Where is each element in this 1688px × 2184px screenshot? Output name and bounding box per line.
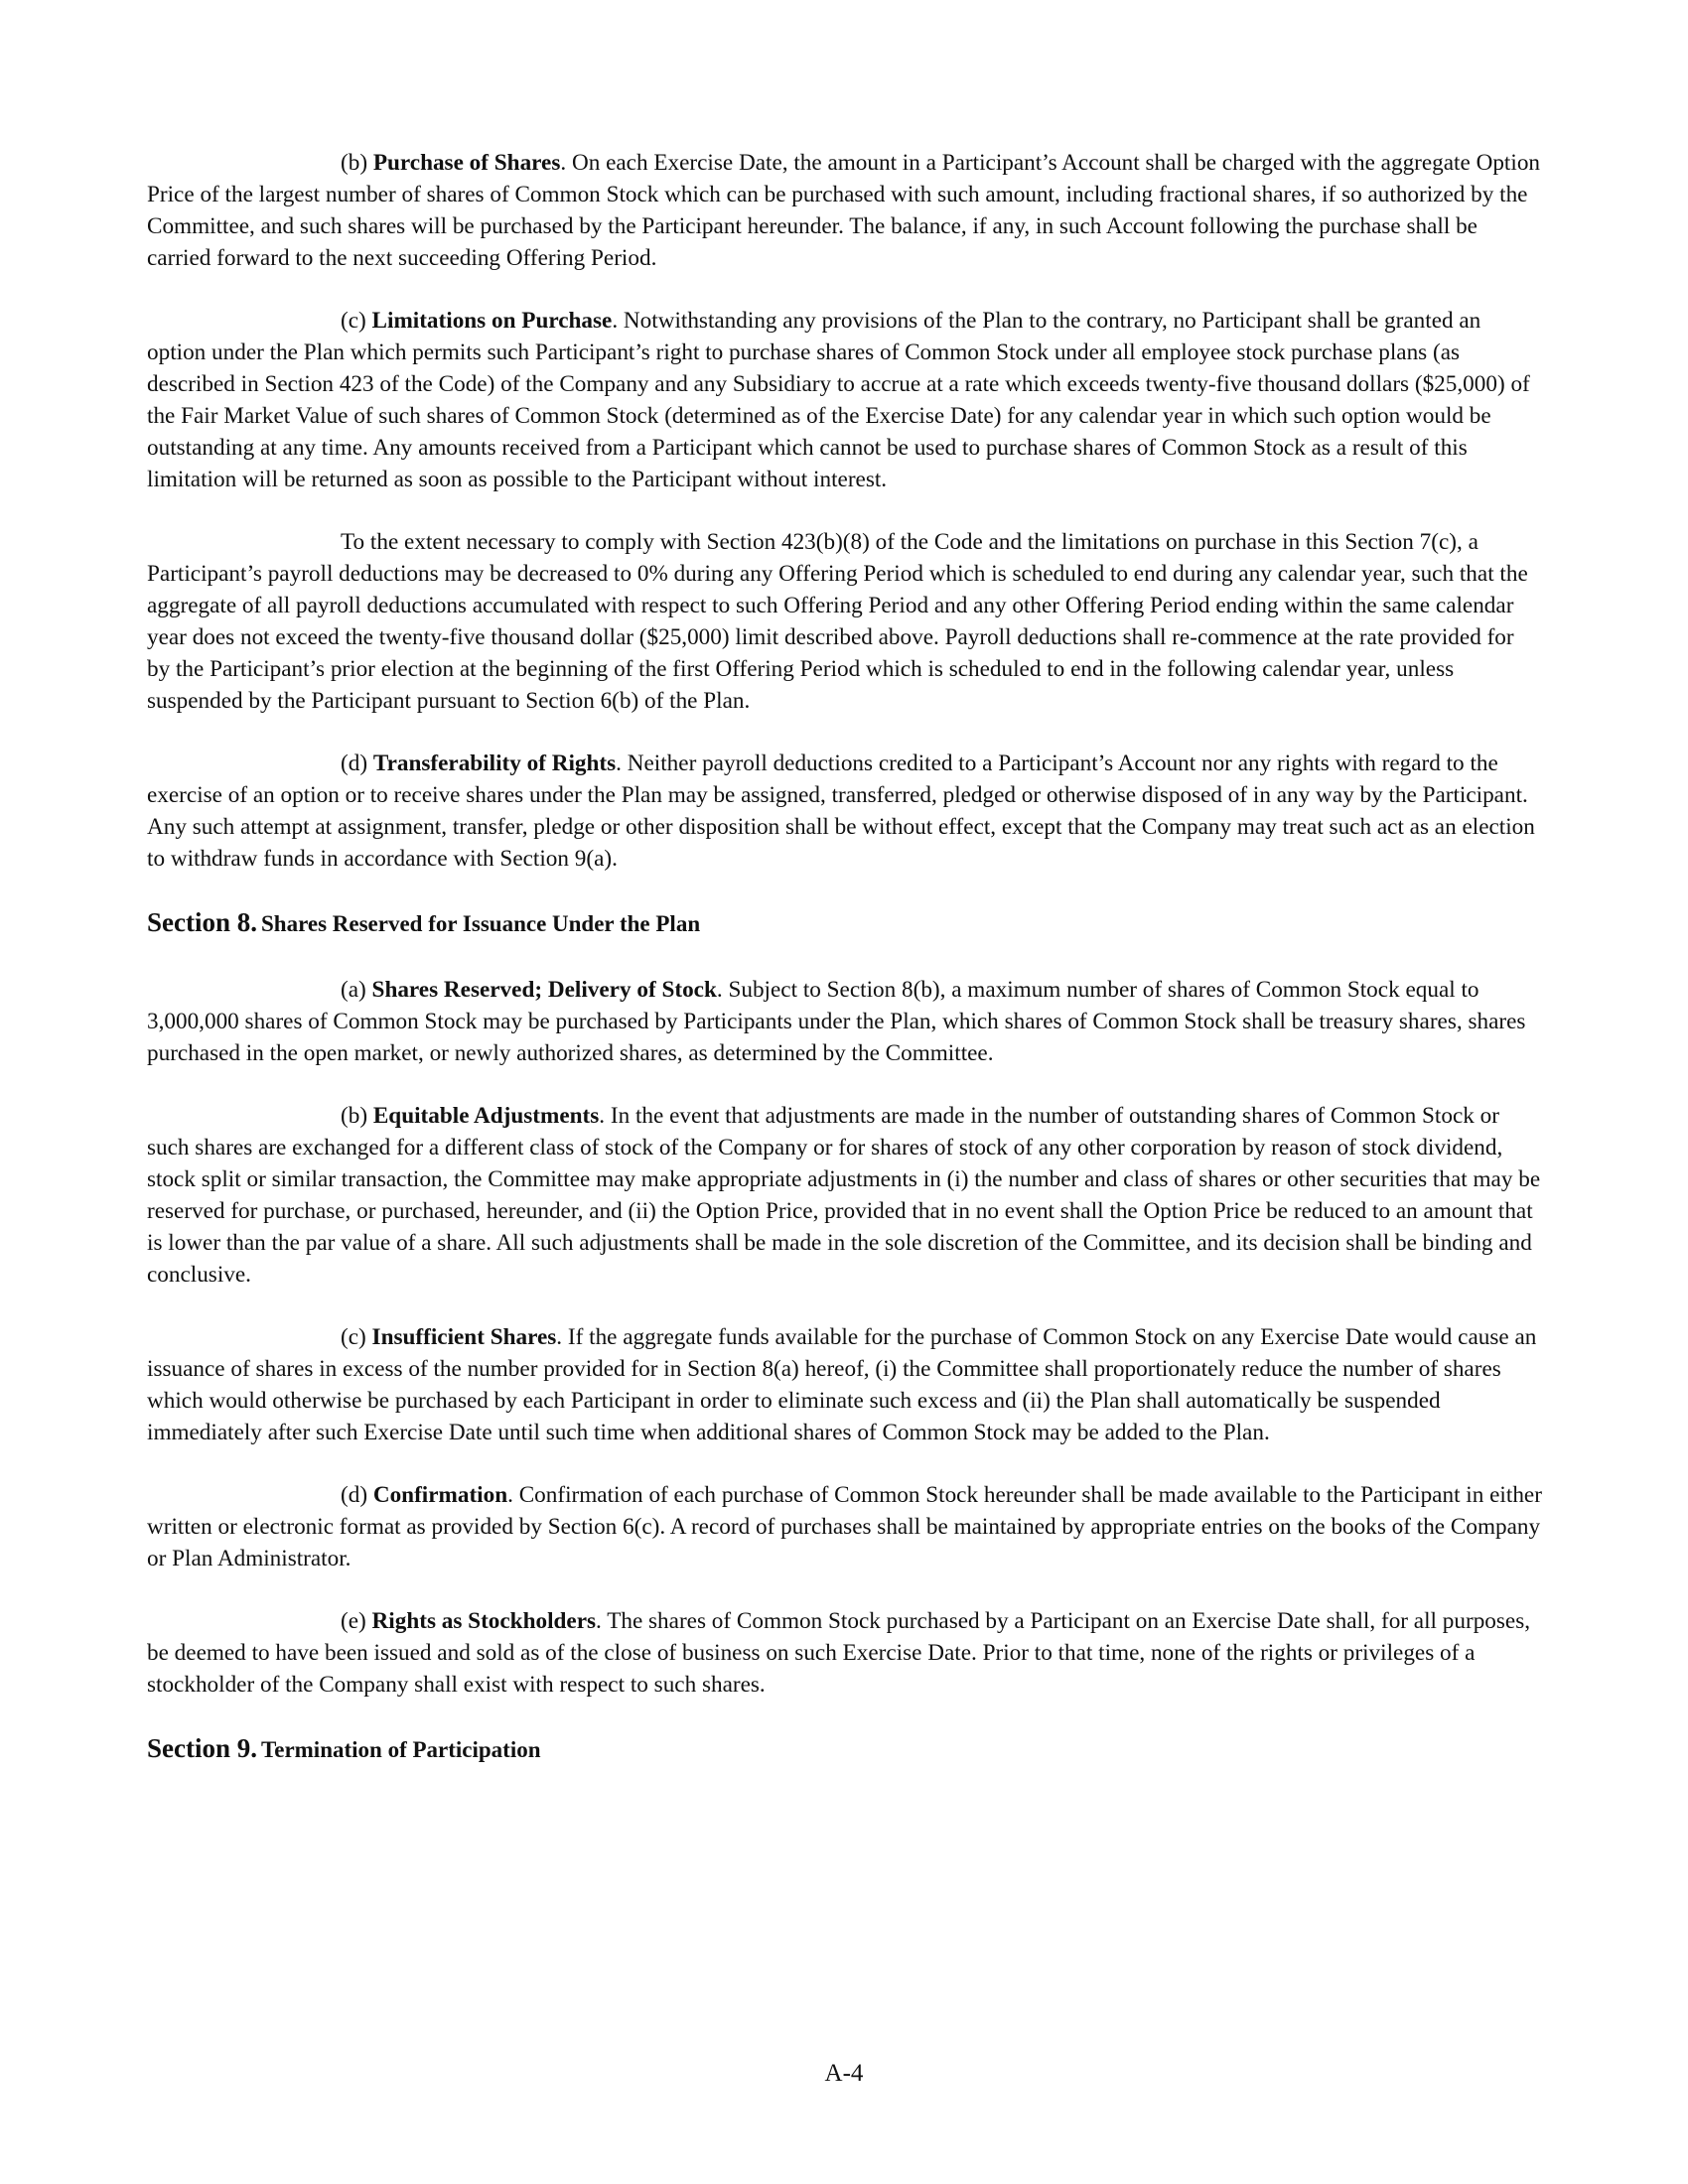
subsection-heading: Shares Reserved; Delivery of Stock: [371, 977, 717, 1003]
paragraph-8a-shares-reserved: (a) Shares Reserved; Delivery of Stock. Subject to Section 8(b), a maximum number of shares of Common Stock equal to 3,000,000 shares of Common Stock may be purchased by Participants under the Plan, which shares of Common Stock shall be treasury shares, shares purchased in the open market, or newly authorized shares, as determined by the Committee.: [147, 977, 1526, 1066]
paragraph-7b-purchase-of-shares: (b) Purchase of Shares. On each Exercise Date, the amount in a Participant’s Account shall be charged with the aggregate Option Price of the largest number of shares of Common Stock which can be purchased with such amount, including fractional shares, if so authorized by the Committee, and such shares will be purchased by the Participant hereunder. The balance, if any, in such Account following the purchase shall be carried forward to the next succeeding Offering Period.: [147, 150, 1541, 271]
paragraph-8d-confirmation: (d) Confirmation. Confirmation of each purchase of Common Stock hereunder shall be made available to the Participant in either written or electronic format as provided by Section 6(c). A record of purchases shall be maintained by appropriate entries on the books of the Company or Plan Administrator.: [147, 1482, 1542, 1571]
subsection-heading: Insufficient Shares: [371, 1324, 557, 1350]
section-9-heading: [147, 1731, 1542, 1770]
subsection-heading: Transferability of Rights: [372, 751, 617, 776]
subsection-heading: Confirmation: [372, 1482, 508, 1508]
section-number: Section 9.: [147, 1733, 257, 1763]
paragraph-8e-rights-as-stockholders: (e) Rights as Stockholders. The shares of Common Stock purchased by a Participant on an Exercise Date shall, for all purposes, be deemed to have been issued and sold as of the close of business on such Exercise Date. Prior to that time, none of the rights or privileges of a stockholder of the Company shall exist with respect to such shares.: [147, 1608, 1531, 1698]
paragraph-8b-equitable-adjustments: (b) Equitable Adjustments. In the event that adjustments are made in the number of outstanding shares of Common Stock or such shares are exchanged for a different class of stock of the Company or for shares of stock of any other corporation by reason of stock dividend, stock split or similar transaction, the Committee may make appropriate adjustments in (i) the number and class of shares or other securities that may be reserved for purchase, or purchased, hereunder, and (ii) the Option Price, provided that in no event shall the Option Price be reduced to an amount that is lower than the par value of a share. All such adjustments shall be made in the sole discretion of the Committee, and its decision shall be binding and conclusive.: [147, 1103, 1541, 1288]
subsection-heading: Purchase of Shares: [372, 150, 561, 176]
subsection-heading: Equitable Adjustments: [372, 1103, 600, 1129]
subsection-heading: Limitations on Purchase: [371, 308, 613, 334]
section-8-heading: [147, 905, 1542, 944]
paragraph-7c-limitations-on-purchase: (c) Limitations on Purchase. Notwithstanding any provisions of the Plan to the contrary, no Participant shall be granted an option under the Plan which permits such Participant’s right to purchase shares of Common Stock under all employee stock purchase plans (as described in Section 423 of the Code) of the Company and any Subsidiary to accrue at a rate which exceeds twenty-five thousand dollars ($25,000) of the Fair Market Value of such shares of Common Stock (determined as of the Exercise Date) for any calendar year in which such option would be outstanding at any time. Any amounts received from a Participant which cannot be used to purchase shares of Common Stock as a result of this limitation will be returned as soon as possible to the Participant without interest.: [147, 308, 1530, 492]
paragraph-7c-extent: To the extent necessary to comply with Section 423(b)(8) of the Code and the limitations on purchase in this Section 7(c), a Participant’s payroll deductions may be decreased to 0% during any Offering Period which is scheduled to end during any calendar year, such that the aggregate of all payroll deductions accumulated with respect to such Offering Period and any other Offering Period ending within the same calendar year does not exceed the twenty-five thousand dollar ($25,000) limit described above. Payroll deductions shall re-commence at the rate provided for by the Participant’s prior election at the beginning of the first Offering Period which is scheduled to end in the following calendar year, unless suspended by the Participant pursuant to Section 6(b) of the Plan.: [147, 529, 1528, 714]
subsection-heading: Rights as Stockholders: [371, 1608, 597, 1634]
document-page: [147, 147, 1542, 1800]
section-title: Termination of Participation: [261, 1737, 541, 1762]
section-title: Shares Reserved for Issuance Under the Plan: [261, 911, 701, 936]
section-number: Section 8.: [147, 907, 257, 937]
page-number: A-4: [824, 2060, 864, 2087]
paragraph-8c-insufficient-shares: (c) Insufficient Shares. If the aggregate funds available for the purchase of Common Stock on any Exercise Date would cause an issuance of shares in excess of the number provided for in Section 8(a) hereof, (i) the Committee shall proportionately reduce the number of shares which would otherwise be purchased by each Participant in order to eliminate such excess and (ii) the Plan shall automatically be suspended immediately after such Exercise Date until such time when additional shares of Common Stock may be added to the Plan.: [147, 1324, 1537, 1445]
paragraph-7d-transferability: (d) Transferability of Rights. Neither payroll deductions credited to a Participant’s Account nor any rights with regard to the exercise of an option or to receive shares under the Plan may be assigned, transferred, pledged or otherwise disposed of in any way by the Participant. Any such attempt at assignment, transfer, pledge or other disposition shall be without effect, except that the Company may treat such act as an election to withdraw funds in accordance with Section 9(a).: [147, 751, 1535, 872]
